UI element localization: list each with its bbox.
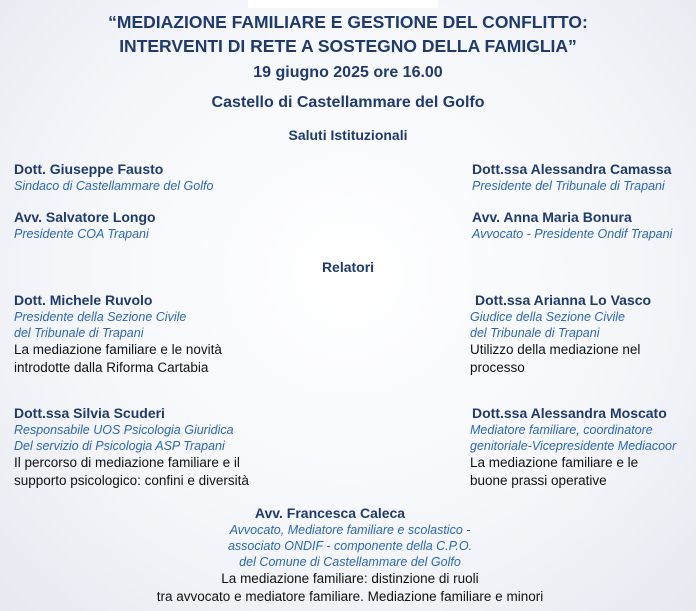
person-name: Dott. Michele Ruvolo <box>14 292 153 308</box>
title-line-1: “MEDIAZIONE FAMILIARE E GESTIONE DEL CONFLITTO: <box>108 12 588 32</box>
person-role-3: del Comune di Castellammare del Golfo <box>239 555 461 569</box>
event-title <box>0 10 696 58</box>
speaker-ruvolo <box>14 292 222 377</box>
talk-line-1: La mediazione familiare e le novità <box>14 342 222 357</box>
person-name: Dott.ssa Arianna Lo Vasco <box>475 292 652 308</box>
talk-line-1: La mediazione familiare: distinzione di ruoli <box>221 571 479 586</box>
person-name: Dott. Giuseppe Fausto <box>14 161 164 177</box>
person-name: Avv. Francesca Caleca <box>254 505 406 521</box>
greeting-bonura <box>472 209 672 242</box>
person-role: Presidente COA Trapani <box>14 227 149 241</box>
person-name: Dott.ssa Alessandra Camassa <box>472 161 672 177</box>
speaker-moscato <box>470 405 676 490</box>
speaker-lo-vasco <box>470 292 651 377</box>
person-role-2: genitoriale-Vicepresidente Mediacoor <box>470 439 677 453</box>
greetings-heading: Saluti Istituzionali <box>288 127 408 143</box>
person-name: Dott.ssa Silvia Scuderi <box>14 405 165 421</box>
person-role: Avvocato - Presidente Ondif Trapani <box>472 227 673 241</box>
event-date: 19 giugno 2025 ore 16.00 <box>253 64 443 81</box>
greeting-longo <box>14 209 156 242</box>
talk-line-1: Il percorso di mediazione familiare e il <box>14 455 240 470</box>
person-role-1: Mediatore familiare, coordinatore <box>470 423 653 437</box>
person-role-2: Del servizio di Psicologia ASP Trapani <box>14 439 225 453</box>
event-venue: Castello di Castellammare del Golfo <box>211 94 485 111</box>
title-line-2: INTERVENTI DI RETE A SOSTEGNO DELLA FAMIGLIA” <box>119 36 577 56</box>
person-name: Avv. Salvatore Longo <box>14 209 156 225</box>
person-role-1: Avvocato, Mediatore familiare e scolastico - <box>229 523 471 537</box>
talk-line-2: buone prassi operative <box>470 473 607 488</box>
person-role: Sindaco di Castellammare del Golfo <box>14 179 214 193</box>
person-role-2: associato ONDIF - componente della C.P.O. <box>227 539 473 553</box>
talk-line-2: processo <box>470 360 525 375</box>
person-role-1: Responsabile UOS Psicologia Giuridica <box>14 423 234 437</box>
person-role: Presidente del Tribunale di Trapani <box>472 179 665 193</box>
person-name: Dott.ssa Alessandra Moscato <box>472 405 667 421</box>
person-role-1: Presidente della Sezione Civile <box>14 310 187 324</box>
talk-line-1: La mediazione familiare e le <box>470 455 639 470</box>
speaker-scuderi <box>14 405 249 490</box>
greeting-camassa <box>472 161 671 194</box>
talk-line-2: tra avvocato e mediatore familiare. Mediazione familiare e minori <box>156 589 544 604</box>
person-name: Avv. Anna Maria Bonura <box>472 209 632 225</box>
speakers-heading: Relatori <box>321 259 375 275</box>
speaker-caleca <box>140 505 560 606</box>
talk-line-2: introdotte dalla Riforma Cartabia <box>14 360 209 375</box>
talk-line-1: Utilizzo della mediazione nel <box>470 342 641 357</box>
talk-line-2: supporto psicologico: confini e diversità <box>14 473 249 488</box>
person-role-1: Giudice della Sezione Civile <box>470 310 625 324</box>
greeting-fausto <box>14 161 213 194</box>
person-role-2: del Tribunale di Trapani <box>470 326 600 340</box>
top-white-bar <box>248 0 438 8</box>
person-role-2: del Tribunale di Trapani <box>14 326 144 340</box>
